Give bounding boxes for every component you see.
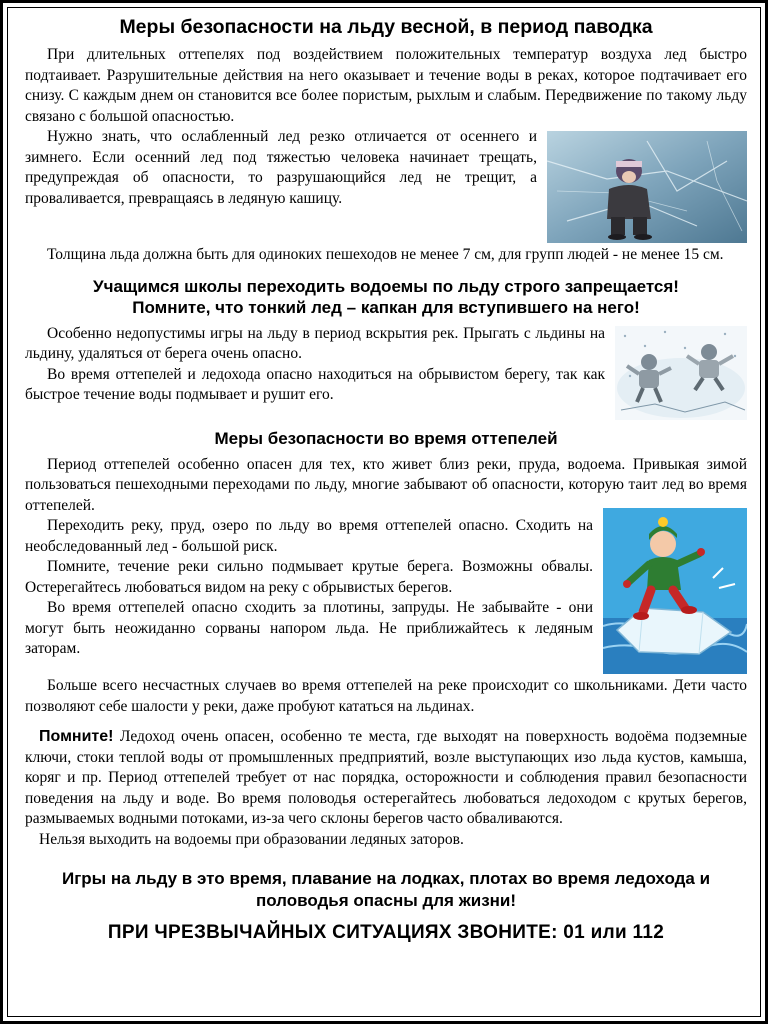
remember-paragraph: [25, 727, 747, 830]
thaw-paragraph-3: Помните, течение реки сильно подмывает крутые берега. Возможны обвалы. Остерегайтесь любоваться видом на реку с обрывистых берегов.: [25, 558, 593, 596]
games-paragraph-1: Особенно недопустимы игры на льду в период вскрытия рек. Прыгать с льдины на льдину, удаляться от берега очень опасно.: [25, 324, 605, 362]
remember-paragraph-2: Нельзя выходить на водоемы при образовании ледяных заторов.: [39, 830, 464, 848]
intro-paragraph-1-start: [25, 45, 747, 127]
thaw-paragraph-1: Период оттепелей особенно опасен для тех, кто живет близ реки, пруда, водоема. Привыкая зимой пользоваться пешеходными переходами по льду, многие забывают об опасности, которую таит лед во время оттепелей.: [25, 455, 747, 514]
boy-on-ice-floe-image: [603, 508, 747, 674]
page-title: Меры безопасности на льду весной, в период паводка: [119, 16, 653, 38]
school-warning-line1: Учащимся школы переходить водоемы по льду строго запрещается!: [93, 276, 679, 296]
thaw-paragraph-5: Больше всего несчастных случаев во время оттепелей на реке происходит со школьниками. Дети часто позволяют себе шалости у реки, даже пробуют кататься на льдинах.: [25, 677, 747, 715]
remember-text: Ледоход очень опасен, особенно те места, где выходят на поверхность водоёма подземные ключи, стоки теплой воды от промышленных предприятий, возле выступающих изо льда кустов, камыша, коряг и пр. Период оттепелей требует от нас порядка, осторожности и соблюдения правил безопасности поведения на льду и воде. Во время половодья остерегайтесь любоваться ледоходом с крутых берегов, размываемых водными потоками, из-за чего склоны берегов часто обваливаются.: [25, 728, 747, 827]
child-on-ice-photo: [547, 131, 747, 243]
emergency-numbers: ПРИ ЧРЕЗВЫЧАЙНЫХ СИТУАЦИЯХ ЗВОНИТЕ: 01 или 112: [107, 922, 665, 943]
intro-p1: При длительных оттепелях под воздействием положительных температур воздуха лед быстро подтаивает. Разрушительные действия на него оказывает и течение воды в реках, которое подтачивает его снизу. С каждым днем он становится все более пористым, рыхлым и слабым. Передвижение по такому льду связано с большой опасностью.: [25, 46, 747, 125]
thaw-paragraph-2: Переходить реку, пруд, озеро по льду во время оттепелей опасно. Сходить на необследованный лед - большой риск.: [25, 517, 593, 555]
intro-paragraph-2: Нужно знать, что ослабленный лед резко отличается от осеннего и зимнего. Если осенний лед под тяжестью человека начинает трещать, предупреждая об опасности, то разрушающийся лед не трещит, а проваливается, превращаясь в ледяную кашицу.: [25, 128, 537, 207]
boy-on-ice-floe-drawing: [603, 508, 747, 674]
remember-label: Помните!: [39, 728, 114, 745]
games-paragraph-2: Во время оттепелей и ледохода опасно находиться на обрывистом берегу, так как быстрое течение воды подмывает и рушит его.: [25, 365, 605, 403]
children-on-ice-drawing: [615, 326, 747, 420]
footer-warning: Игры на льду в это время, плавание на лодках, плотах во время ледохода и половодья опасны для жизни!: [61, 869, 711, 910]
school-warning-line2: Помните, что тонкий лед – капкан для вступившего на него!: [132, 297, 640, 317]
child-on-ice-image: [547, 131, 747, 243]
children-on-ice-image: [615, 326, 747, 420]
poster-content: [25, 15, 747, 1009]
thaw-section-heading: Меры безопасности во время оттепелей: [214, 428, 558, 448]
thaw-paragraph-4: Во время оттепелей опасно сходить за плотины, запруды. Не забывайте - они могут быть неожиданно сорваны напором льда. Не приближайтесь к ледяным заторам.: [25, 599, 593, 657]
intro-paragraph-3: Толщина льда должна быть для одиноких пешеходов не менее 7 см, для групп людей - не менее 15 см.: [47, 246, 724, 263]
